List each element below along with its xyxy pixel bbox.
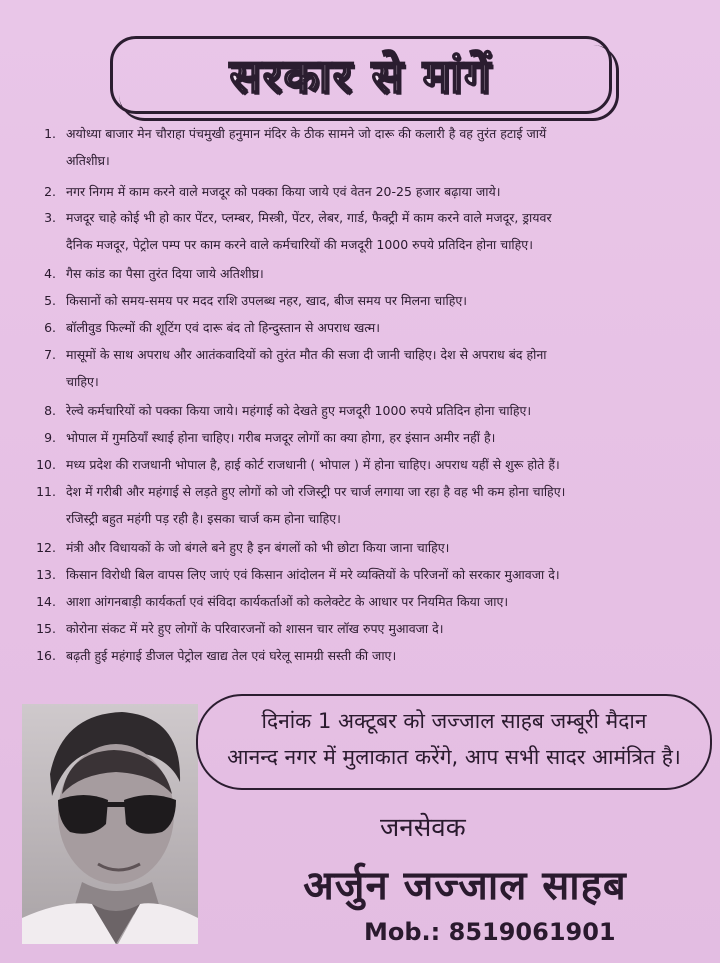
demand-number: 11. [36, 484, 56, 499]
poster-title: सरकार से मांगें [229, 49, 493, 103]
demand-text: मंत्री और विधायकों के जो बंगले बने हुए है इन बंगलों को भी छोटा किया जाना चाहिए। [66, 540, 450, 555]
demand-text: किसान विरोधी बिल वापस लिए जाएं एवं किसान आंदोलन में मरे व्यक्तियों के परिजनों को सरकार मुआवजा दे। [66, 567, 560, 582]
demand-number: 9. [44, 430, 56, 445]
demand-text: कोरोना संकट में मरे हुए लोगों के परिवारजनों को शासन चार लॉख रुपए मुआवजा दे। [66, 621, 444, 636]
demand-number: 16. [36, 648, 56, 663]
event-notice-box [196, 694, 712, 790]
demand-text-continued: दैनिक मजदूर, पेट्रोल पम्प पर काम करने वाले कर्मचारियों की मजदूरी 1000 रुपये प्रतिदिन होना चाहिए। [66, 237, 533, 252]
demand-number: 2. [44, 184, 56, 199]
portrait-image [22, 704, 198, 944]
demand-text: गैस कांड का पैसा तुरंत दिया जाये अतिशीघ्र। [66, 266, 264, 281]
demand-text: देश में गरीबी और महंगाई से लड़ते हुए लोगों को जो रजिस्ट्री पर चार्ज लगाया जा रहा है वह भी कम होना चाहिए। [66, 484, 566, 499]
demand-text: बॉलीवुड फिल्मों की शूटिंग एवं दारू बंद तो हिन्दुस्तान से अपराध खत्म। [66, 320, 381, 335]
demand-number: 13. [36, 567, 56, 582]
demand-number: 3. [44, 210, 56, 225]
demand-text: अयोध्या बाजार मेन चौराहा पंचमुखी हनुमान मंदिर के ठीक सामने जो दारू की कलारी है वह तुरंत हटाई जायें [66, 126, 547, 141]
event-notice-line-2: आनन्द नगर में मुलाकात करेंगे, आप सभी सादर आमंत्रित है। [227, 745, 681, 769]
demand-text: नगर निगम में काम करने वाले मजदूर को पक्का किया जाये एवं वेतन 20-25 हजार बढ़ाया जाये। [66, 184, 501, 199]
demand-number: 5. [44, 293, 56, 308]
title-banner [110, 36, 612, 114]
mobile-number: Mob.: 8519061901 [364, 918, 616, 946]
demand-text-continued: अतिशीघ्र। [66, 153, 110, 168]
demand-text: रेल्वे कर्मचारियों को पक्का किया जाये। महंगाई को देखते हुए मजदूरी 1000 रुपये प्रतिदिन होना चाहिए। [66, 403, 532, 418]
signatory-name: अर्जुन जज्जाल साहब [303, 863, 627, 909]
signatory-role: जनसेवक [380, 813, 466, 843]
demand-number: 12. [36, 540, 56, 555]
demand-text: भोपाल में गुमठियाँ स्थाई होना चाहिए। गरीब मजदूर लोगों का क्या होगा, हर इंसान अमीर नहीं है। [66, 430, 496, 445]
demand-number: 1. [44, 126, 56, 141]
demand-number: 15. [36, 621, 56, 636]
event-notice-line-1: दिनांक 1 अक्टूबर को जज्जाल साहब जम्बूरी मैदान [261, 709, 647, 733]
demand-text: किसानों को समय-समय पर मदद राशि उपलब्ध नहर, खाद, बीज समय पर मिलना चाहिए। [66, 293, 467, 308]
demand-text: आशा आंगनबाड़ी कार्यकर्ता एवं संविदा कार्यकर्ताओं को कलेक्टेट के आधार पर नियमित किया जाए। [66, 594, 509, 609]
demand-text: मासूमों के साथ अपराध और आतंकवादियों को तुरंत मौत की सजा दी जानी चाहिए। देश से अपराध बंद होना [66, 347, 547, 362]
demand-number: 10. [36, 457, 56, 472]
demand-text-continued: रजिस्ट्री बहुत महंगी पड़ रही है। इसका चार्ज कम होना चाहिए। [66, 511, 341, 526]
demand-number: 6. [44, 320, 56, 335]
demand-text-continued: चाहिए। [66, 374, 99, 389]
demand-text: मध्य प्रदेश की राजधानी भोपाल है, हाई कोर्ट राजधानी ( भोपाल ) में होना चाहिए। अपराध यहीं से शुरू होते हैं। [66, 457, 560, 472]
demand-number: 7. [44, 347, 56, 362]
demand-number: 8. [44, 403, 56, 418]
demand-text: मजदूर चाहे कोई भी हो कार पेंटर, प्लम्बर, मिस्त्री, पेंटर, लेबर, गार्ड, फैक्ट्री में काम करने वाले मजदूर, ड्रायवर [66, 210, 552, 225]
demand-text: बढ़ती हुई महंगाई डीजल पेट्रोल खाद्य तेल एवं घरेलू सामग्री सस्ती की जाए। [66, 648, 397, 663]
demand-number: 14. [36, 594, 56, 609]
demand-number: 4. [44, 266, 56, 281]
portrait-photo [22, 704, 198, 944]
